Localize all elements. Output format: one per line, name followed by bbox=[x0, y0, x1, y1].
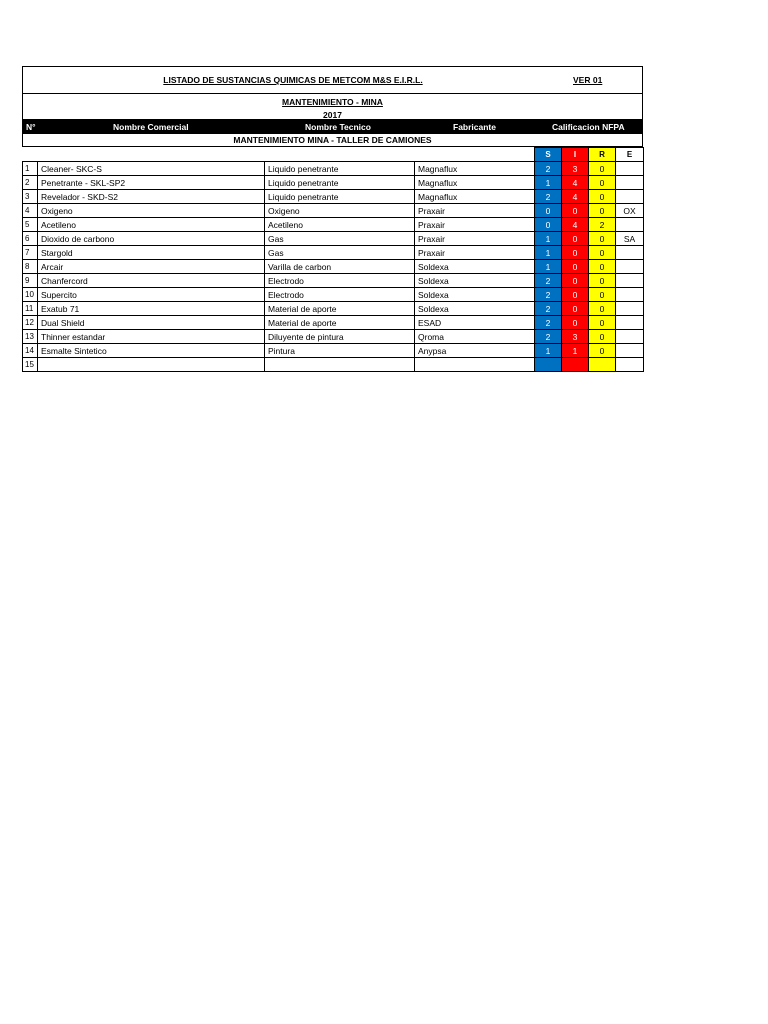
technical-name-cell: Diluyente de pintura bbox=[265, 330, 415, 344]
nfpa-salud-cell: 1 bbox=[535, 344, 562, 358]
nfpa-inflamabilidad-cell: 3 bbox=[562, 162, 589, 176]
document-title: LISTADO DE SUSTANCIAS QUIMICAS DE METCOM M&S E.I.R.L. bbox=[163, 75, 423, 85]
nfpa-inflamabilidad-cell: 0 bbox=[562, 204, 589, 218]
nfpa-especial-cell bbox=[616, 218, 644, 232]
nfpa-reactividad-cell: 0 bbox=[589, 260, 616, 274]
commercial-name-cell: Supercito bbox=[38, 288, 265, 302]
manufacturer-cell: Praxair bbox=[415, 232, 535, 246]
technical-name-cell: Gas bbox=[265, 246, 415, 260]
technical-name-cell: Varilla de carbon bbox=[265, 260, 415, 274]
chemical-substances-sheet bbox=[22, 66, 643, 372]
nfpa-reactividad-cell: 0 bbox=[589, 330, 616, 344]
column-header-bar bbox=[22, 120, 643, 134]
commercial-name-cell: Chanfercord bbox=[38, 274, 265, 288]
row-number-cell: 9 bbox=[23, 274, 38, 288]
table-row bbox=[23, 344, 644, 358]
row-number-cell: 6 bbox=[23, 232, 38, 246]
nfpa-reactividad-cell bbox=[589, 358, 616, 372]
commercial-name-cell: Arcair bbox=[38, 260, 265, 274]
nfpa-especial-cell bbox=[616, 274, 644, 288]
nfpa-inflamabilidad-cell: 0 bbox=[562, 316, 589, 330]
nfpa-salud-cell: 2 bbox=[535, 274, 562, 288]
nfpa-salud-cell: 1 bbox=[535, 232, 562, 246]
commercial-name-cell: Dioxido de carbono bbox=[38, 232, 265, 246]
manufacturer-cell: Praxair bbox=[415, 204, 535, 218]
technical-name-cell bbox=[265, 358, 415, 372]
commercial-name-cell: Cleaner- SKC-S bbox=[38, 162, 265, 176]
nfpa-reactividad-cell: 0 bbox=[589, 344, 616, 358]
manufacturer-cell: Magnaflux bbox=[415, 162, 535, 176]
nfpa-header-especial: E bbox=[616, 148, 644, 162]
nfpa-especial-cell bbox=[616, 162, 644, 176]
manufacturer-cell: Magnaflux bbox=[415, 190, 535, 204]
nfpa-salud-cell: 2 bbox=[535, 190, 562, 204]
row-number-cell: 8 bbox=[23, 260, 38, 274]
row-number-cell: 7 bbox=[23, 246, 38, 260]
table-row bbox=[23, 330, 644, 344]
row-number-cell: 15 bbox=[23, 358, 38, 372]
row-number-cell: 10 bbox=[23, 288, 38, 302]
nfpa-especial-cell: SA bbox=[616, 232, 644, 246]
commercial-name-cell: Stargold bbox=[38, 246, 265, 260]
nfpa-reactividad-cell: 0 bbox=[589, 316, 616, 330]
nfpa-salud-cell: 2 bbox=[535, 302, 562, 316]
title-block bbox=[22, 66, 643, 120]
technical-name-cell: Electrodo bbox=[265, 274, 415, 288]
table-row bbox=[23, 232, 644, 246]
nfpa-header-reactividad: R bbox=[589, 148, 616, 162]
nfpa-especial-cell bbox=[616, 246, 644, 260]
nfpa-inflamabilidad-cell: 0 bbox=[562, 232, 589, 246]
manufacturer-cell: Soldexa bbox=[415, 302, 535, 316]
table-row bbox=[23, 358, 644, 372]
nfpa-inflamabilidad-cell: 4 bbox=[562, 190, 589, 204]
manufacturer-cell: Soldexa bbox=[415, 260, 535, 274]
nfpa-reactividad-cell: 0 bbox=[589, 232, 616, 246]
table-row bbox=[23, 316, 644, 330]
nfpa-inflamabilidad-cell: 0 bbox=[562, 246, 589, 260]
technical-name-cell: Pintura bbox=[265, 344, 415, 358]
commercial-name-cell: Penetrante - SKL-SP2 bbox=[38, 176, 265, 190]
version-label: VER 01 bbox=[573, 75, 603, 85]
manufacturer-cell: Praxair bbox=[415, 218, 535, 232]
commercial-name-cell: Exatub 71 bbox=[38, 302, 265, 316]
technical-name-cell: Material de aporte bbox=[265, 316, 415, 330]
technical-name-cell: Electrodo bbox=[265, 288, 415, 302]
substance-table bbox=[22, 147, 644, 372]
row-number-cell: 12 bbox=[23, 316, 38, 330]
nfpa-header-inflamabilidad: I bbox=[562, 148, 589, 162]
nfpa-salud-cell: 2 bbox=[535, 330, 562, 344]
nfpa-salud-cell: 1 bbox=[535, 176, 562, 190]
nfpa-reactividad-cell: 0 bbox=[589, 190, 616, 204]
technical-name-cell: Liquido penetrante bbox=[265, 176, 415, 190]
row-number-cell: 3 bbox=[23, 190, 38, 204]
row-number-cell: 11 bbox=[23, 302, 38, 316]
col-header-manufacturer: Fabricante bbox=[453, 122, 496, 132]
nfpa-salud-cell: 1 bbox=[535, 260, 562, 274]
nfpa-especial-cell bbox=[616, 358, 644, 372]
technical-name-cell: Oxigeno bbox=[265, 204, 415, 218]
commercial-name-cell: Esmalte Sintetico bbox=[38, 344, 265, 358]
commercial-name-cell: Oxigeno bbox=[38, 204, 265, 218]
row-number-cell: 2 bbox=[23, 176, 38, 190]
row-number-cell: 14 bbox=[23, 344, 38, 358]
nfpa-inflamabilidad-cell: 4 bbox=[562, 176, 589, 190]
nfpa-reactividad-cell: 2 bbox=[589, 218, 616, 232]
row-number-cell: 1 bbox=[23, 162, 38, 176]
table-row bbox=[23, 176, 644, 190]
nfpa-reactividad-cell: 0 bbox=[589, 302, 616, 316]
nfpa-inflamabilidad-cell bbox=[562, 358, 589, 372]
manufacturer-cell: Soldexa bbox=[415, 274, 535, 288]
col-header-technical: Nombre Tecnico bbox=[305, 122, 371, 132]
nfpa-especial-cell bbox=[616, 344, 644, 358]
nfpa-reactividad-cell: 0 bbox=[589, 162, 616, 176]
document-year: 2017 bbox=[323, 110, 342, 120]
technical-name-cell: Material de aporte bbox=[265, 302, 415, 316]
nfpa-reactividad-cell: 0 bbox=[589, 246, 616, 260]
nfpa-inflamabilidad-cell: 0 bbox=[562, 288, 589, 302]
col-header-nfpa: Calificacion NFPA bbox=[552, 122, 625, 132]
nfpa-salud-cell: 1 bbox=[535, 246, 562, 260]
table-row bbox=[23, 302, 644, 316]
nfpa-reactividad-cell: 0 bbox=[589, 288, 616, 302]
nfpa-inflamabilidad-cell: 0 bbox=[562, 302, 589, 316]
manufacturer-cell: Anypsa bbox=[415, 344, 535, 358]
nfpa-salud-cell bbox=[535, 358, 562, 372]
manufacturer-cell: ESAD bbox=[415, 316, 535, 330]
nfpa-especial-cell bbox=[616, 288, 644, 302]
nfpa-reactividad-cell: 0 bbox=[589, 204, 616, 218]
commercial-name-cell: Dual Shield bbox=[38, 316, 265, 330]
row-number-cell: 4 bbox=[23, 204, 38, 218]
technical-name-cell: Liquido penetrante bbox=[265, 190, 415, 204]
row-number-cell: 5 bbox=[23, 218, 38, 232]
table-row bbox=[23, 218, 644, 232]
nfpa-especial-cell: OX bbox=[616, 204, 644, 218]
nfpa-salud-cell: 0 bbox=[535, 218, 562, 232]
table-row bbox=[23, 288, 644, 302]
col-header-num: N° bbox=[26, 122, 36, 132]
commercial-name-cell: Acetileno bbox=[38, 218, 265, 232]
row-number-cell: 13 bbox=[23, 330, 38, 344]
nfpa-salud-cell: 2 bbox=[535, 162, 562, 176]
nfpa-reactividad-cell: 0 bbox=[589, 176, 616, 190]
nfpa-especial-cell bbox=[616, 176, 644, 190]
technical-name-cell: Acetileno bbox=[265, 218, 415, 232]
nfpa-especial-cell bbox=[616, 330, 644, 344]
table-row bbox=[23, 190, 644, 204]
nfpa-reactividad-cell: 0 bbox=[589, 274, 616, 288]
table-row bbox=[23, 204, 644, 218]
nfpa-inflamabilidad-cell: 3 bbox=[562, 330, 589, 344]
nfpa-salud-cell: 2 bbox=[535, 316, 562, 330]
nfpa-inflamabilidad-cell: 0 bbox=[562, 260, 589, 274]
nfpa-salud-cell: 0 bbox=[535, 204, 562, 218]
nfpa-inflamabilidad-cell: 1 bbox=[562, 344, 589, 358]
nfpa-especial-cell bbox=[616, 302, 644, 316]
nfpa-inflamabilidad-cell: 4 bbox=[562, 218, 589, 232]
manufacturer-cell: Magnaflux bbox=[415, 176, 535, 190]
nfpa-inflamabilidad-cell: 0 bbox=[562, 274, 589, 288]
manufacturer-cell bbox=[415, 358, 535, 372]
nfpa-header-salud: S bbox=[535, 148, 562, 162]
document-subtitle: MANTENIMIENTO - MINA bbox=[282, 97, 383, 107]
manufacturer-cell: Praxair bbox=[415, 246, 535, 260]
table-row bbox=[23, 274, 644, 288]
nfpa-especial-cell bbox=[616, 316, 644, 330]
nfpa-salud-cell: 2 bbox=[535, 288, 562, 302]
table-row bbox=[23, 260, 644, 274]
technical-name-cell: Gas bbox=[265, 232, 415, 246]
title-row bbox=[23, 67, 642, 94]
nfpa-header-row bbox=[23, 148, 644, 162]
commercial-name-cell bbox=[38, 358, 265, 372]
manufacturer-cell: Qroma bbox=[415, 330, 535, 344]
nfpa-especial-cell bbox=[616, 260, 644, 274]
table-row bbox=[23, 246, 644, 260]
section-title: MANTENIMIENTO MINA - TALLER DE CAMIONES bbox=[22, 134, 643, 147]
table-row bbox=[23, 162, 644, 176]
manufacturer-cell: Soldexa bbox=[415, 288, 535, 302]
commercial-name-cell: Thinner estandar bbox=[38, 330, 265, 344]
nfpa-especial-cell bbox=[616, 190, 644, 204]
col-header-commercial: Nombre Comercial bbox=[113, 122, 189, 132]
commercial-name-cell: Revelador - SKD-S2 bbox=[38, 190, 265, 204]
technical-name-cell: Liquido penetrante bbox=[265, 162, 415, 176]
